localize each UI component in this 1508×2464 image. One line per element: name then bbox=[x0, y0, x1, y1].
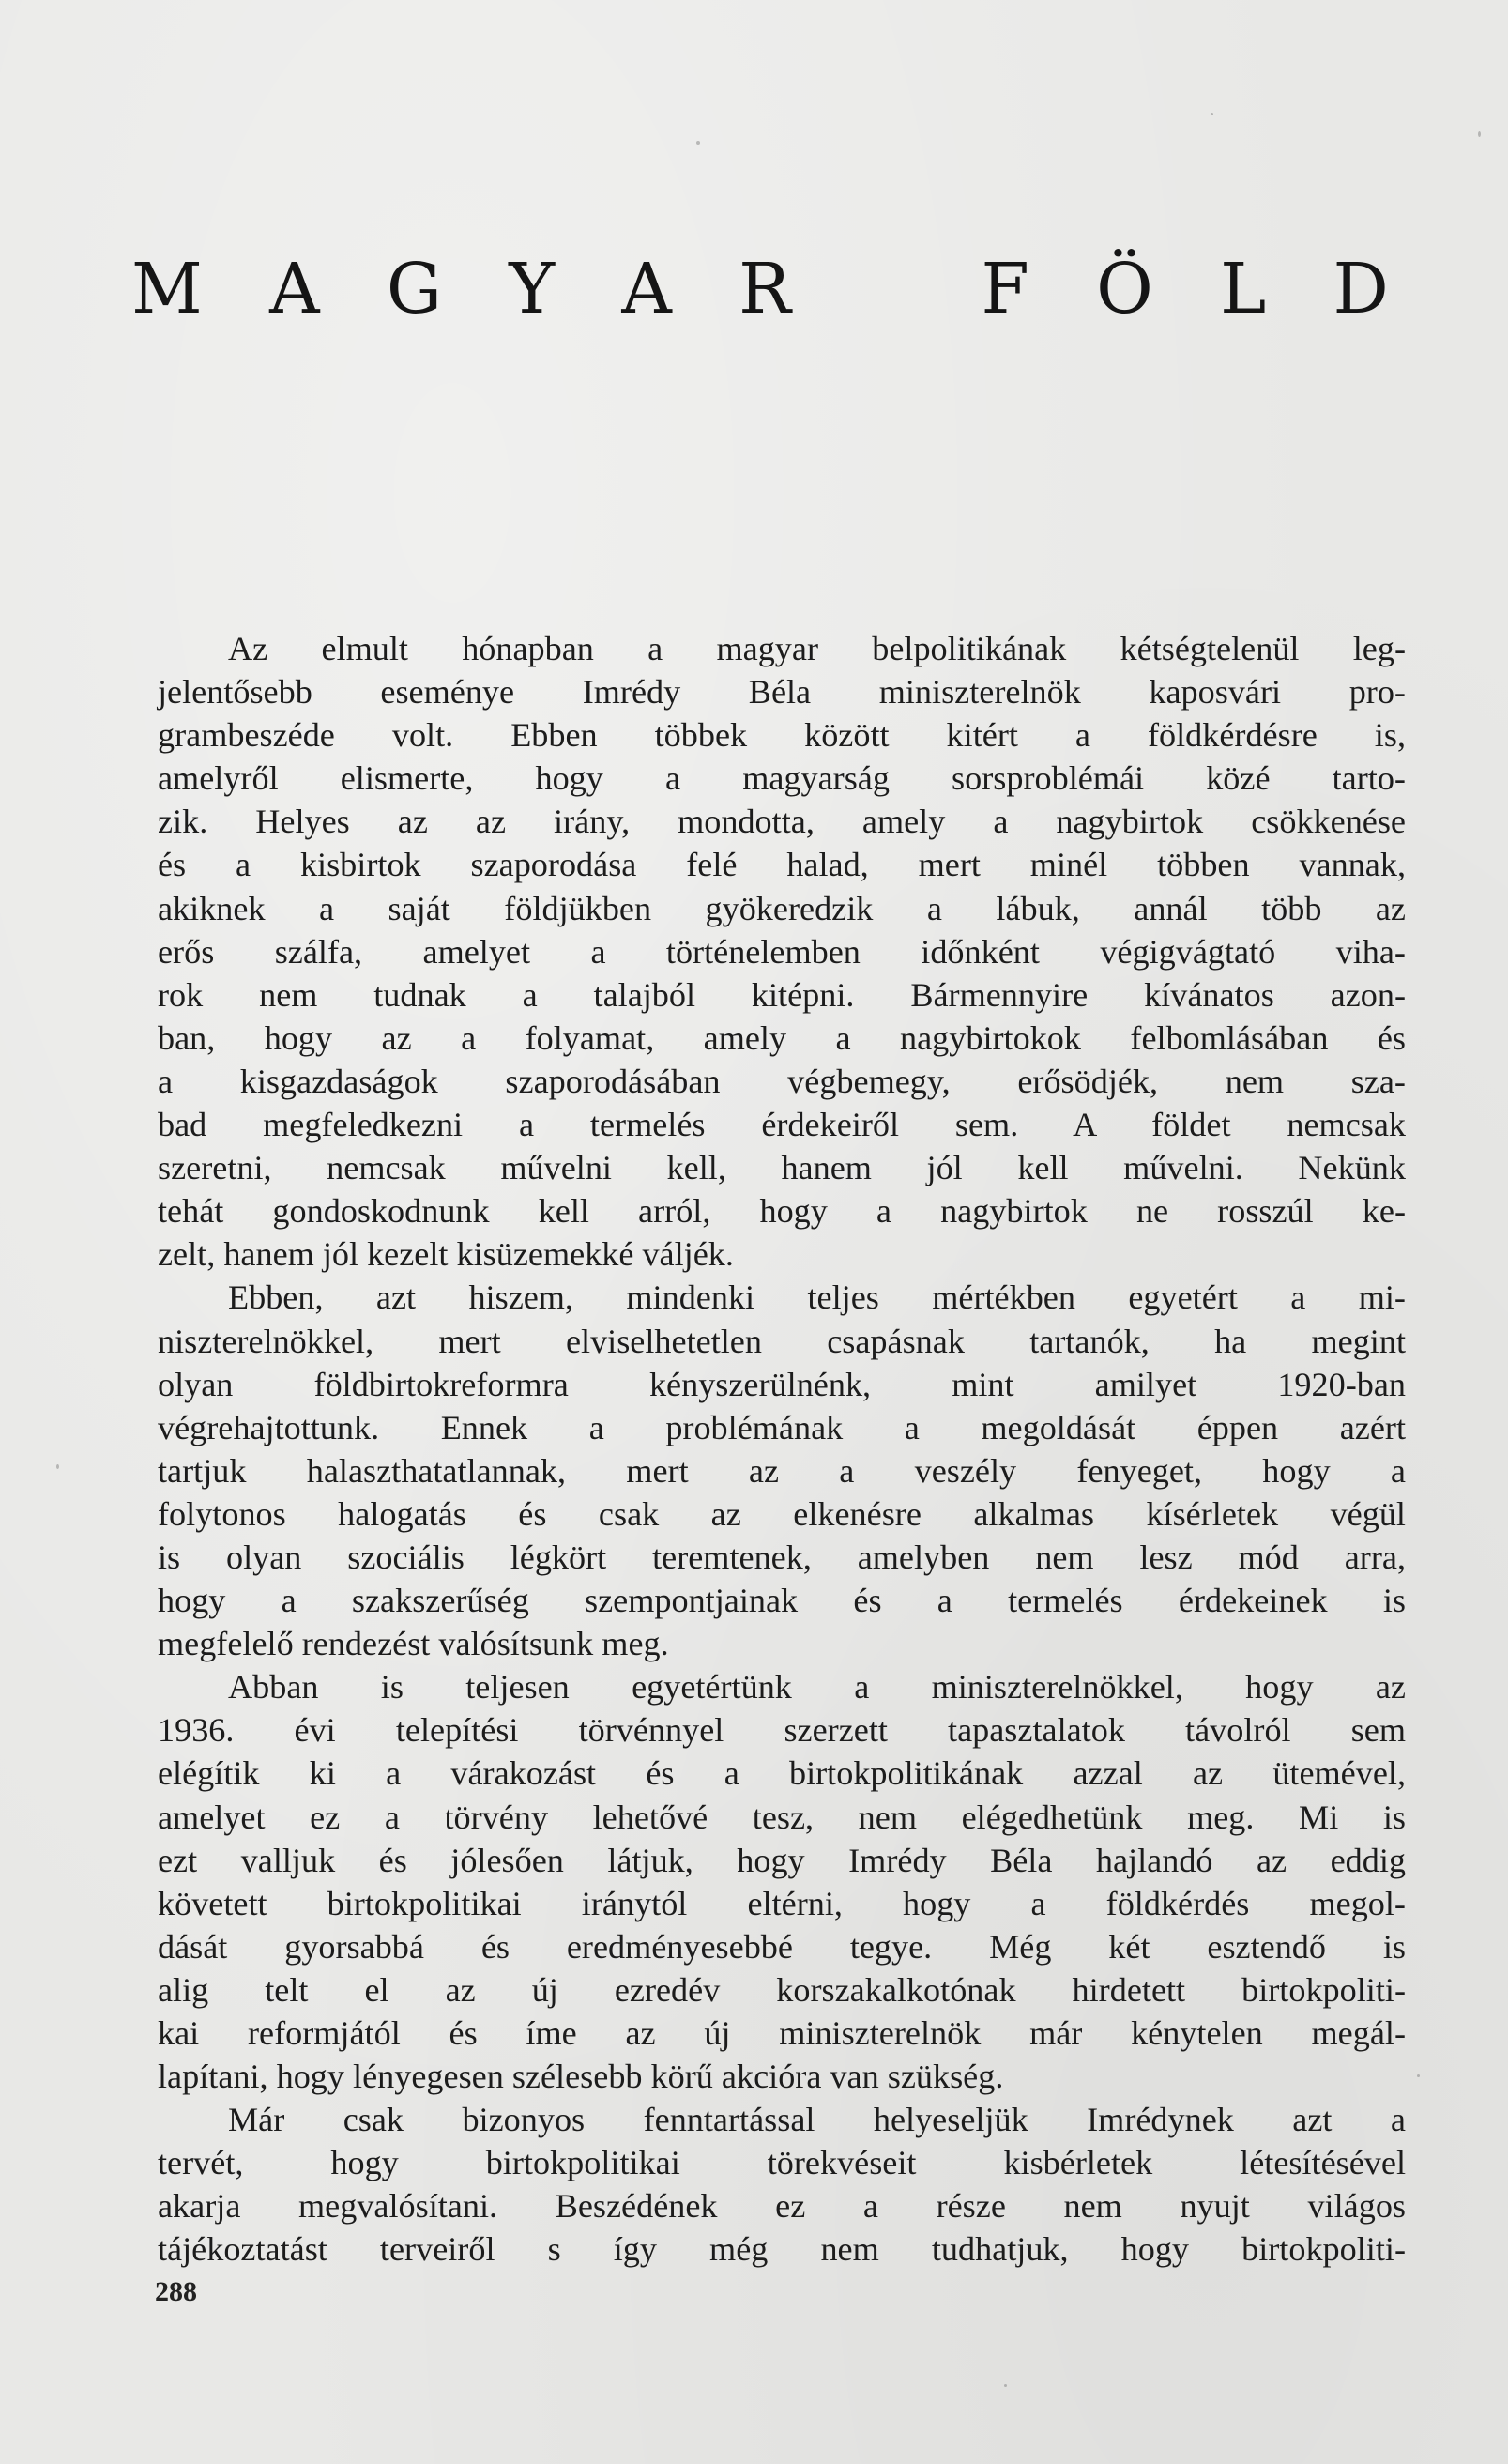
paragraph-3 bbox=[158, 1665, 1406, 2098]
paper-speck bbox=[1478, 131, 1481, 137]
text-line: Abban is teljesen egyetértünk a miniszterelnökkel, hogy az bbox=[228, 1668, 1406, 1706]
title-gap bbox=[858, 249, 914, 329]
text-line: erős szálfa, amelyet a történelemben időnként végigvágtató viha- bbox=[158, 932, 1406, 971]
title-letter: L bbox=[1220, 249, 1267, 329]
text-line: akiknek a saját földjükben gyökeredzik a lábuk, annál több az bbox=[158, 889, 1406, 927]
text-line: ban, hogy az a folyamat, amely a nagybirtokok felbomlásában és bbox=[158, 1018, 1406, 1057]
text-line: niszterelnökkel, mert elviselhetetlen csapásnak tartanók, ha megint bbox=[158, 1322, 1406, 1360]
paper-speck bbox=[696, 141, 700, 145]
text-line: Ebben, azt hiszem, mindenki teljes mértékben egyetért a mi- bbox=[228, 1278, 1406, 1317]
text-line: Már csak bizonyos fenntartással helyeseljük Imrédynek azt a bbox=[228, 2101, 1406, 2139]
text-line: akarja megvalósítani. Beszédének ez a része nem nyujt világos bbox=[158, 2187, 1406, 2226]
article-body bbox=[158, 627, 1406, 2272]
title-letter: D bbox=[1333, 249, 1389, 329]
text-line: megfelelő rendezést valósítsunk meg. bbox=[158, 1625, 669, 1663]
title-letter: R bbox=[739, 249, 791, 329]
text-line: alig telt el az új ezredév korszakalkotónak hirdetett birtokpoliti- bbox=[158, 1970, 1406, 2009]
text-line: szeretni, nemcsak művelni kell, hanem jól kell művelni. Nekünk bbox=[158, 1149, 1406, 1187]
title-letter: F bbox=[981, 249, 1029, 329]
text-line: olyan földbirtokreformra kényszerülnénk, mint amilyet 1920-ban bbox=[158, 1365, 1406, 1403]
title-letter: G bbox=[386, 249, 442, 329]
text-line: követett birtokpolitikai iránytól eltérni, hogy a földkérdés megol- bbox=[158, 1884, 1406, 1922]
text-line: is olyan szociális légkört teremtenek, amelyben nem lesz mód arra, bbox=[158, 1538, 1406, 1576]
text-line: kai reformjától és íme az új miniszterelnök már kénytelen megál- bbox=[158, 2014, 1406, 2052]
paragraph-2 bbox=[158, 1276, 1406, 1665]
text-line: elégítik ki a várakozást és a birtokpolitikának azzal az ütemével, bbox=[158, 1754, 1406, 1793]
paper-speck bbox=[1417, 2074, 1420, 2077]
text-line: amelyet ez a törvény lehetővé tesz, nem elégedhetünk meg. Mi is bbox=[158, 1798, 1406, 1836]
title-letter: A bbox=[621, 249, 672, 329]
text-line: tehát gondoskodnunk kell arról, hogy a nagybirtok ne rosszúl ke- bbox=[158, 1192, 1406, 1231]
paragraph-1 bbox=[158, 627, 1406, 1276]
paper-speck bbox=[1211, 113, 1213, 115]
magazine-title bbox=[131, 249, 1389, 329]
text-line: amelyről elismerte, hogy a magyarság sorsproblémái közé tarto- bbox=[158, 759, 1406, 798]
title-letter: Ö bbox=[1096, 249, 1153, 329]
text-line: zik. Helyes az az irány, mondotta, amely a nagybirtok csökkenése bbox=[158, 803, 1406, 841]
text-line: tájékoztatást terveiről s így még nem tudhatjuk, hogy birtokpoliti- bbox=[158, 2230, 1406, 2269]
text-line: hogy a szakszerűség szempontjainak és a termelés érdekeinek is bbox=[158, 1582, 1406, 1620]
text-line: ezt valljuk és jólesően látjuk, hogy Imrédy Béla hajlandó az eddig bbox=[158, 1841, 1406, 1879]
text-line: lapítani, hogy lényegesen szélesebb körű akcióra van szükség. bbox=[158, 2058, 1004, 2096]
text-line: Az elmult hónapban a magyar belpolitikának kétségtelenül leg- bbox=[228, 630, 1406, 667]
text-line: grambeszéde volt. Ebben többek között kitért a földkérdésre is, bbox=[158, 716, 1406, 755]
text-line: végrehajtottunk. Ennek a problémának a megoldását éppen azért bbox=[158, 1408, 1406, 1446]
title-letter: Y bbox=[509, 249, 556, 329]
text-line: jelentősebb eseménye Imrédy Béla miniszterelnök kaposvári pro- bbox=[158, 673, 1406, 712]
page-number: 288 bbox=[155, 2276, 197, 2307]
paragraph-4 bbox=[158, 2098, 1406, 2271]
text-line: zelt, hanem jól kezelt kisüzemekké váljék. bbox=[158, 1235, 734, 1274]
title-letter: M bbox=[131, 249, 203, 329]
title-letter: A bbox=[269, 249, 320, 329]
text-line: tervét, hogy birtokpolitikai törekvéseit kisbérletek létesítésével bbox=[158, 2144, 1406, 2182]
text-line: dását gyorsabbá és eredményesebbé tegye. Még két esztendő is bbox=[158, 1927, 1406, 1966]
text-line: tartjuk halaszthatatlannak, mert az a veszély fenyeget, hogy a bbox=[158, 1451, 1406, 1490]
text-line: bad megfeledkezni a termelés érdekeiről sem. A földet nemcsak bbox=[158, 1106, 1406, 1144]
text-line: 1936. évi telepítési törvénnyel szerzett tapasztalatok távolról sem bbox=[158, 1711, 1406, 1750]
text-line: a kisgazdaságok szaporodásában végbemegy, erősödjék, nem sza- bbox=[158, 1062, 1406, 1100]
text-line: és a kisbirtok szaporodása felé halad, mert minél többen vannak, bbox=[158, 846, 1406, 884]
paper-speck bbox=[56, 1464, 59, 1469]
text-line: folytonos halogatás és csak az elkenésre alkalmas kísérletek végül bbox=[158, 1494, 1406, 1533]
text-line: rok nem tudnak a talajból kitépni. Bármennyire kívánatos azon- bbox=[158, 975, 1406, 1014]
paper-speck bbox=[1004, 2384, 1007, 2387]
